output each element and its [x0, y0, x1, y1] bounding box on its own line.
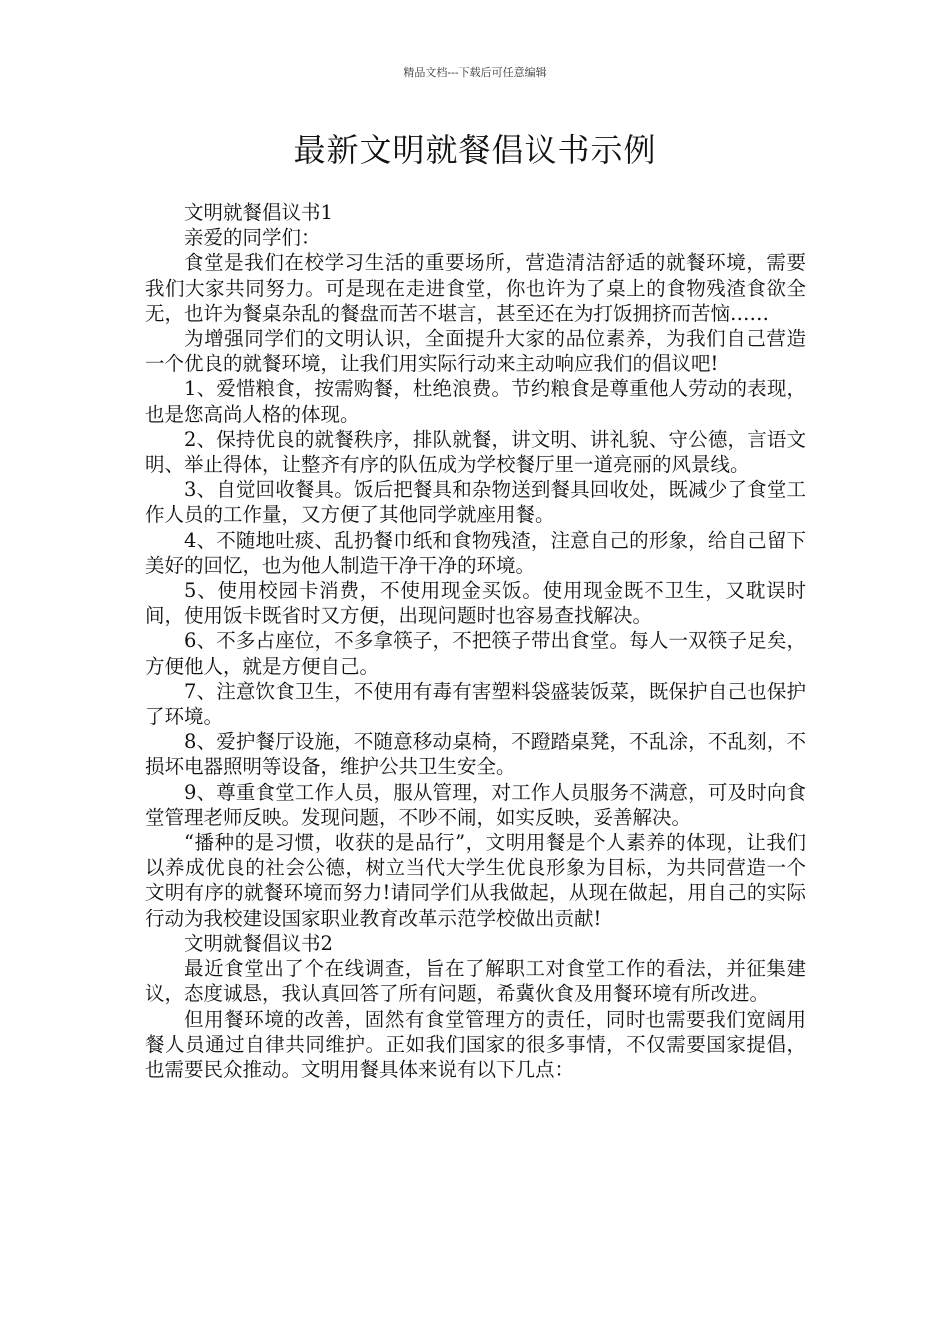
paragraph: “播种的是习惯，收获的是品行”，文明用餐是个人素养的体现，让我们以养成优良的社会公德，树立当代大学生优良形象为目标，为共同营造一个文明有序的就餐环境而努力!请同学们从我做起，从现在做起，用自己的实际行动为我校建设国家职业教育改革示范学校做出贡献! — [145, 831, 806, 930]
section-heading: 文明就餐倡议书2 — [184, 931, 333, 955]
list-item: 1、爱惜粮食，按需购餐，杜绝浪费。节约粮食是尊重他人劳动的表现，也是您高尚人格的体现。 — [145, 377, 806, 426]
paragraph: 但用餐环境的改善，固然有食堂管理方的责任，同时也需要我们宽阔用餐人员通过自律共同维护。正如我们国家的很多事情，不仅需要国家提倡，也需要民众推动。文明用餐具体来说有以下几点： — [145, 1007, 806, 1081]
list-item: 9、尊重食堂工作人员，服从管理，对工作人员服务不满意，可及时向食堂管理老师反映。发现问题，不吵不闹，如实反映，妥善解决。 — [145, 780, 806, 829]
list-item: 3、自觉回收餐具。饭后把餐具和杂物送到餐具回收处，既减少了食堂工作人员的工作量，又方便了其他同学就座用餐。 — [145, 478, 806, 527]
list-item: 8、爱护餐厅设施，不随意移动桌椅，不蹬踏桌凳，不乱涂，不乱刻，不损坏电器照明等设备，维护公共卫生安全。 — [145, 730, 806, 779]
list-item: 5、使用校园卡消费，不使用现金买饭。使用现金既不卫生，又耽误时间，使用饭卡既省时又方便，出现问题时也容易查找解决。 — [145, 579, 806, 628]
list-item: 4、不随地吐痰、乱扔餐巾纸和食物残渣，注意自己的形象，给自己留下美好的回忆，也为他人制造干净干净的环境。 — [145, 528, 806, 577]
document-body — [145, 200, 806, 1082]
salutation: 亲爱的同学们： — [184, 226, 321, 250]
list-item: 6、不多占座位，不多拿筷子，不把筷子带出食堂。每人一双筷子足矣，方便他人，就是方便自己。 — [145, 629, 806, 678]
paragraph: 为增强同学们的文明认识，全面提升大家的品位素养，为我们自己营造一个优良的就餐环境，让我们用实际行动来主动响应我们的倡议吧! — [145, 327, 806, 376]
page-header: 精品文档---下载后可任意编辑 — [403, 66, 547, 79]
section-heading: 文明就餐倡议书1 — [184, 201, 333, 224]
document-title: 最新文明就餐倡议书示例 — [293, 131, 657, 169]
list-item: 7、注意饮食卫生，不使用有毒有害塑料袋盛装饭菜，既保护自己也保护了环境。 — [145, 679, 806, 729]
paragraph: 食堂是我们在校学习生活的重要场所，营造清洁舒适的就餐环境，需要我们大家共同努力。可是现在走进食堂，你也许为了桌上的食物残渣食欲全无，也许为餐桌杂乱的餐盘而苦不堪言，甚至还在为打饭拥挤而苦恼…… — [145, 251, 806, 325]
paragraph: 最近食堂出了个在线调查，旨在了解职工对食堂工作的看法，并征集建议，态度诚恳，我认真回答了所有问题，希冀伙食及用餐环境有所改进。 — [145, 957, 806, 1006]
list-item: 2、保持优良的就餐秩序，排队就餐，讲文明、讲礼貌、守公德，言语文明、举止得体，让整齐有序的队伍成为学校餐厅里一道亮丽的风景线。 — [145, 427, 806, 477]
